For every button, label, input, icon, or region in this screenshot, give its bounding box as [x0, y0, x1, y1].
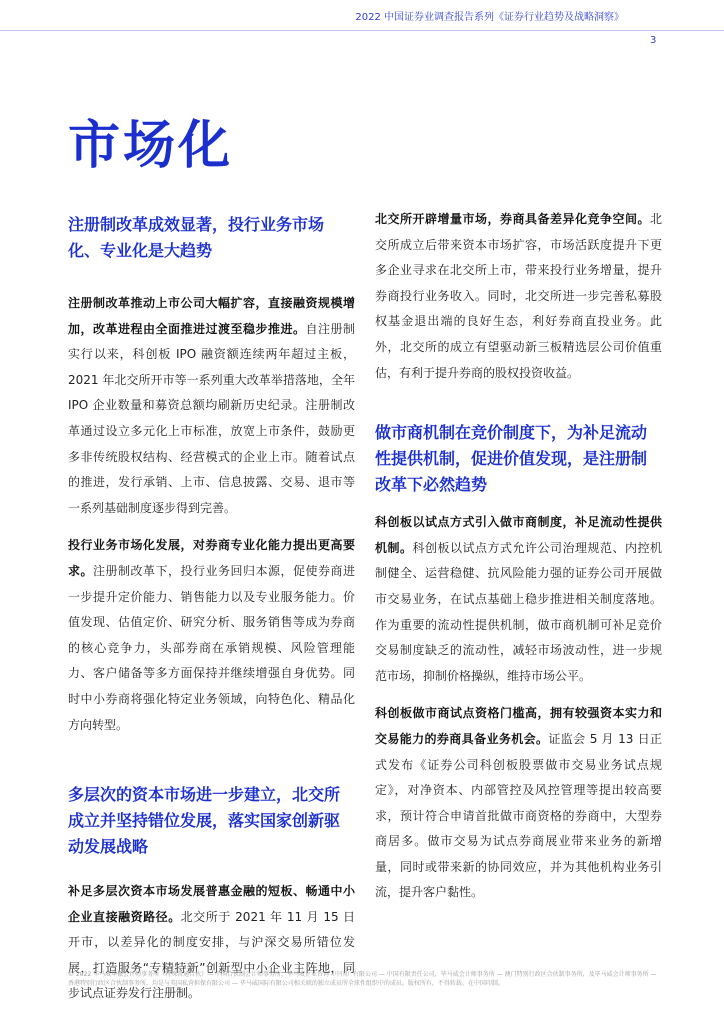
page-number: 3 — [650, 35, 657, 46]
paragraph-body: 证监会 5 月 13 日正式发布《证券公司科创板股票做市交易业务试点规定》，对净资本、内部管控及风控管理等提出较高要求，预计符合申请首批做市商资格的券商中，大型券商居多。做市交易为试点券商展业带来业务的新增量，同时或带来新的协同效应，并为其他机构业务引流，提升客户黏性。 — [375, 731, 662, 900]
paragraph-body: 自注册制实行以来，科创板 IPO 融资额连续两年超过主板， 2021 年北交所开市等一系列重大改革举措落地，全年 IPO 企业数量和募资总额均刷新历史纪录。注册制改革通过设立多元化上市标准，放宽上市条件，鼓励更多非传统股权结构、经营模式的企业上市。随着试点的推进，发行承销、上市、信息披露、交易、退市等一系列基础制度逐步得到完善。 — [68, 321, 355, 515]
copyright-footer: © 2022 毕马威华振会计师事务所（特殊普通合伙）— 中国合伙制会计师事务所，毕马威企业咨询（中国）有限公司 — 中国有限责任公司，毕马威会计师事务所 — 澳门特别行政区合伙制事务所，及毕马威会计师事务所 — 香港特别行政区合伙制事务所，均是与英国私营担保有限公司 — 毕马威国际有限公司相关联的独立成员所全球性组织中的成员。版权所有，不得转载。在中国印制。 — [68, 971, 657, 987]
paragraph-investment-banking — [68, 533, 355, 738]
right-column — [375, 212, 662, 906]
paragraph-star-market-maker-pilot — [375, 510, 662, 689]
section-heading-registration-reform: 注册制改革成效显著，投行业务市场化、专业化是大趋势 — [68, 215, 325, 260]
report-header-title: 2022 中国证券业调查报告系列《证券行业趋势及战略洞察》 — [355, 12, 624, 23]
paragraph-body: 北交所成立后带来资本市场扩容，市场活跃度提升下更多企业寻求在北交所上市，带来投行业务增量，提升券商投行业务收入。同时，北交所进一步完善私募股权基金退出端的良好生态，利好券商直投业务。此外，北交所的成立有望驱动新三板精选层公司价值重估，有利于提升券商的股权投资收益。 — [375, 212, 662, 380]
page-title: 市场化 — [68, 116, 234, 176]
header-divider — [0, 30, 724, 31]
paragraph-lead: 科创板做市商试点资格门槛高，拥有较强资本实力和交易能力的券商具备业务机会。 — [375, 706, 662, 746]
paragraph-lead: 北交所开辟增量市场，券商具备差异化竞争空间。 — [375, 212, 650, 226]
paragraph-lead: 科创板以试点方式引入做市商制度，补足流动性提供机制。 — [375, 515, 662, 555]
section-heading-multi-level-capital-market: 多层次的资本市场进一步建立，北交所成立并坚持错位发展，落实国家创新驱动发展战略 — [68, 785, 341, 857]
section-heading-market-maker-mechanism: 做市商机制在竞价制度下，为补足流动性提供机制，促进价值发现，是注册制改革下必然趋势 — [375, 423, 648, 495]
paragraph-lead: 补足多层次资本市场发展普惠金融的短板、畅通中小企业直接融资路径。 — [68, 884, 355, 924]
paragraph-body: 科创板以试点方式允许公司治理规范、内控机制健全、运营稳健、抗风险能力强的证券公司开展做市交易业务，在试点基础上稳步推进相关制度落地。作为重要的流动性提供机制，做市商机制可补足竞价交易制度缺乏的流动性，减轻市场波动性，进一步规范市场，抑制价格操纵，维持市场公平。 — [375, 540, 662, 683]
paragraph-body: 注册制改革下，投行业务回归本源，促使券商进一步提升定价能力、销售能力以及专业服务能力。价值发现、估值定价、研究分析、服务销售等成为券商的核心竞争力，头部券商在承销规模、风险管理能力、客户储备等多方面保持并继续增强自身优势。同时中小券商将强化特定业务领域，向特色化、精品化方向转型。 — [68, 563, 355, 732]
paragraph-lead: 投行业务市场化发展，对券商专业化能力提出更高要求。 — [68, 538, 355, 578]
paragraph-bse-incremental-market — [375, 207, 662, 386]
left-column — [68, 212, 355, 1007]
paragraph-market-maker-qualification — [375, 701, 662, 906]
paragraph-lead: 注册制改革推动上市公司大幅扩容，直接融资规模增加，改革进程由全面推进过渡至稳步推进。 — [68, 296, 355, 336]
paragraph-body: 北交所于 2021 年 11 月 15 日开市，以差异化的制度安排，与沪深交易所错位发展，打造服务“专精特新”创新型中小企业主阵地，同步试点证券发行注册制。 — [68, 909, 355, 1001]
paragraph-listing-expansion — [68, 291, 355, 521]
